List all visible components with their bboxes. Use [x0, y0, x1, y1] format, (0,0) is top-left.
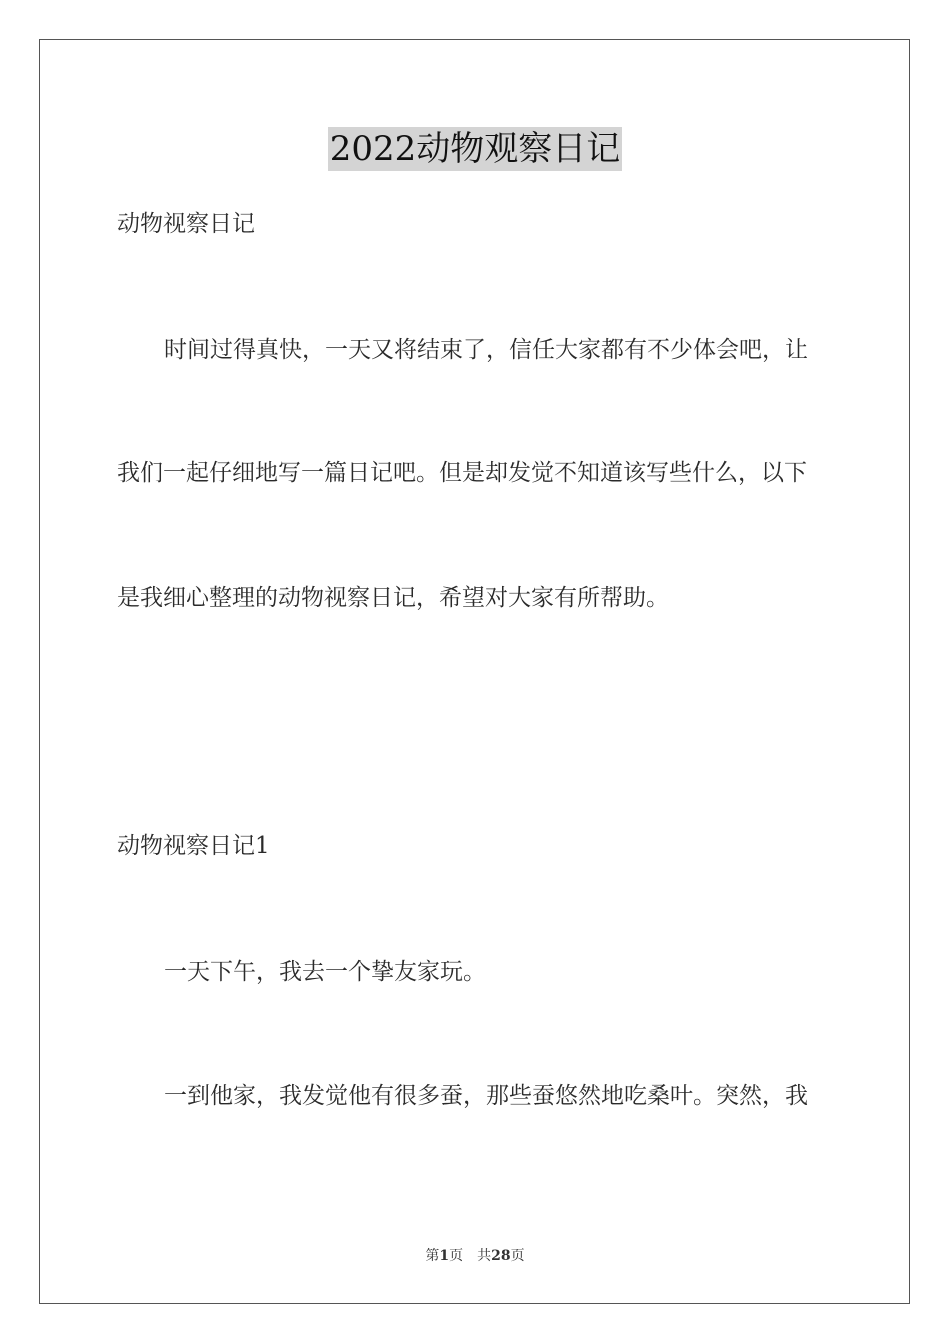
intro-line-2: 我们一起仔细地写一篇日记吧。但是却发觉不知道该写些什么，以下	[117, 460, 807, 486]
subheading: 动物视察日记	[117, 211, 255, 237]
section-heading: 动物视察日记1	[117, 833, 270, 859]
intro-line-1: 时间过得真快，一天又将结束了，信任大家都有不少体会吧，让	[164, 337, 808, 363]
title-container	[0, 127, 950, 171]
footer-prefix: 第	[425, 1248, 440, 1264]
document-title: 2022动物观察日记	[329, 129, 621, 169]
intro-line-3: 是我细心整理的动物视察日记，希望对大家有所帮助。	[117, 585, 669, 611]
current-page-number: 1	[439, 1248, 450, 1264]
footer-total-suffix: 页	[510, 1248, 525, 1264]
total-pages-number: 28	[491, 1248, 511, 1264]
footer-page-suffix: 页	[449, 1248, 464, 1264]
body-line-1: 一天下午，我去一个挚友家玩。	[164, 959, 486, 985]
footer-total-prefix: 共	[477, 1248, 492, 1264]
page-footer	[0, 1246, 950, 1266]
body-line-2: 一到他家，我发觉他有很多蚕，那些蚕悠然地吃桑叶。突然，我	[164, 1083, 808, 1109]
